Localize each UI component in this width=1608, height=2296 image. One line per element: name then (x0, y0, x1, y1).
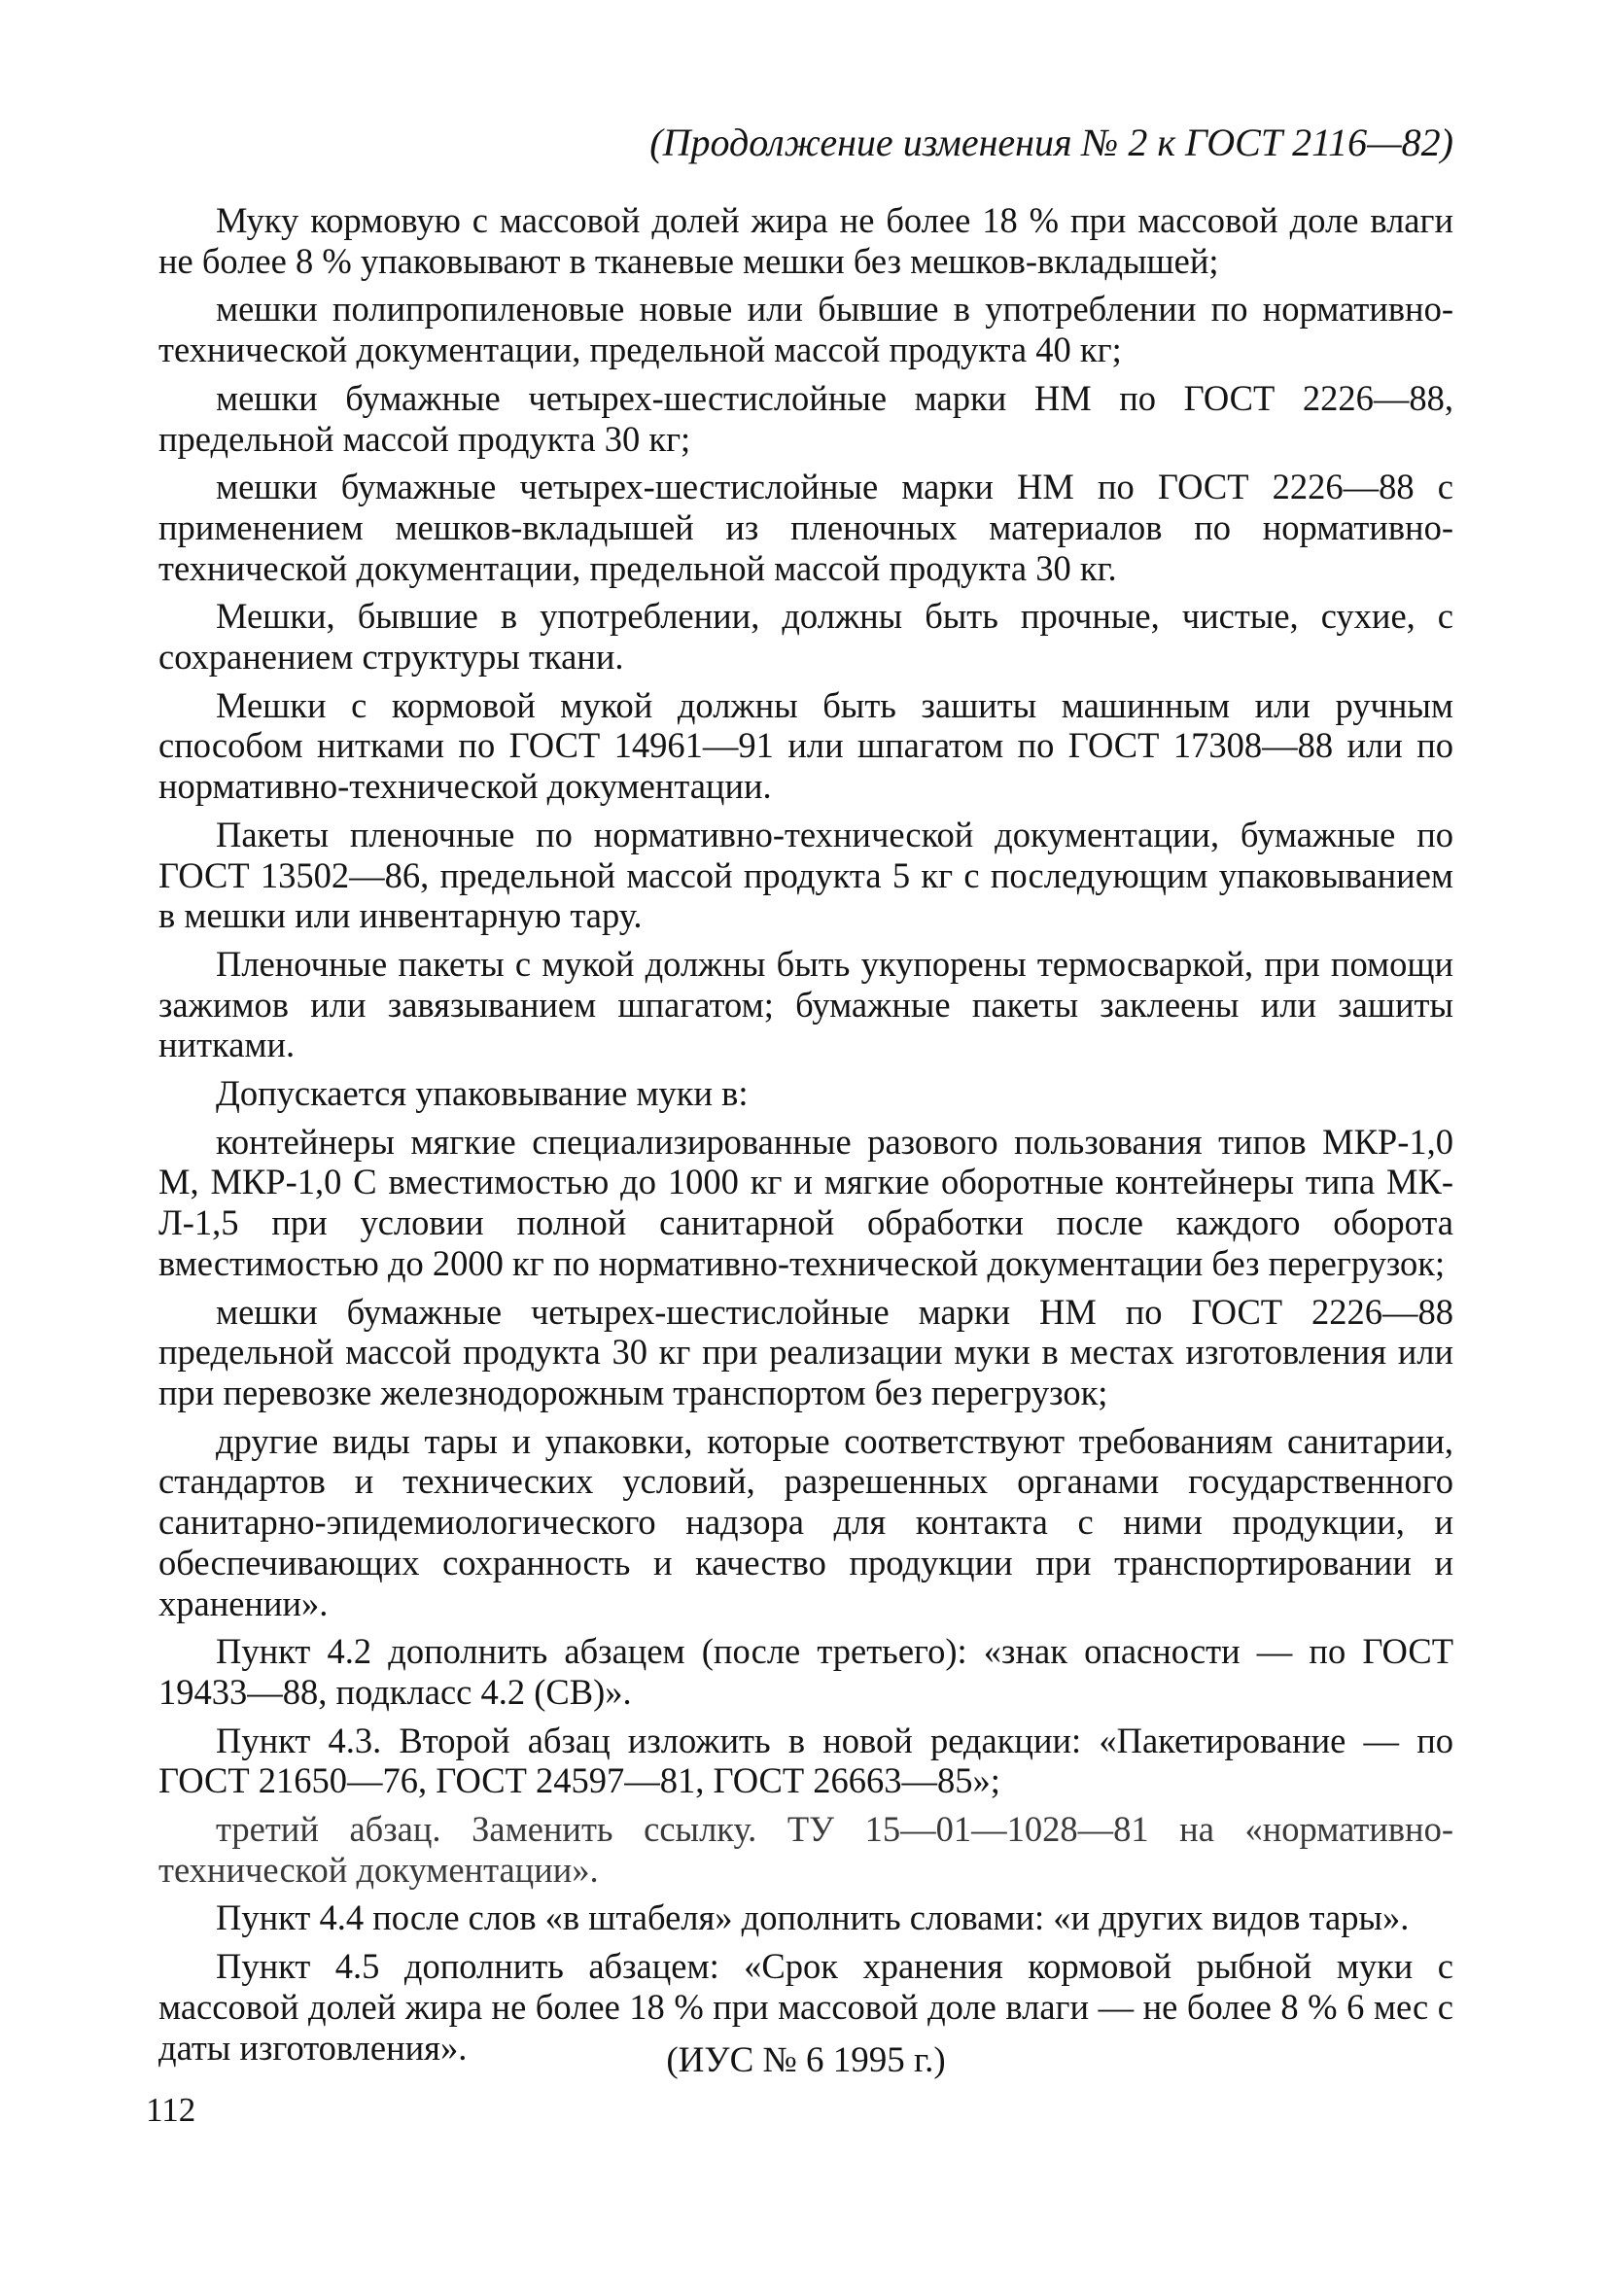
paragraph-10: контейнеры мягкие специализированные разового пользования типов МКР-1,0 М, МКР-1,0 С вместимостью до 1000 кг и мягкие оборотные контейнеры типа МК-Л-1,5 при условии полной санитарной обработки после каждого оборота вместимостью до 2000 кг по нормативно-технической документации без перегрузок; (158, 1121, 1453, 1283)
page-number: 112 (146, 2091, 196, 2129)
paragraph-14: Пункт 4.3. Второй абзац изложить в новой редакции: «Пакетирование — по ГОСТ 21650—76, ГОСТ 24597—81, ГОСТ 26663—85»; (158, 1720, 1453, 1801)
paragraph-12: другие виды тары и упаковки, которые соответствуют требованиям санитарии, стандартов и технических условий, разрешенных органами государственного санитарно-эпидемиологического надзора для контакта с ними продукции, и обеспечивающих сохранность и качество продукции при транспортировании и хранении». (158, 1420, 1453, 1623)
running-header: (Продолжение изменения № 2 к ГОСТ 2116—82) (649, 121, 1453, 164)
paragraph-4: мешки бумажные четырех-шестислойные марки НМ по ГОСТ 2226—88 с применением мешков-вкладышей из пленочных материалов по нормативно-технической документации, предельной массой продукта 30 кг. (158, 467, 1453, 588)
paragraph-9: Допускается упаковывание муки в: (216, 1073, 749, 1114)
paragraph-8: Пленочные пакеты с мукой должны быть укупорены термосваркой, при помощи зажимов или завязыванием шпагатом; бумажные пакеты заклеены или зашиты нитками. (158, 943, 1453, 1065)
paragraph-16: Пункт 4.4 после слов «в штабеля» дополнить словами: «и других видов тары». (216, 1897, 1410, 1938)
paragraph-7: Пакеты пленочные по нормативно-технической документации, бумажные по ГОСТ 13502—86, предельной массой продукта 5 кг с последующим упаковыванием в мешки или инвентарную тару. (158, 814, 1453, 936)
paragraph-13: Пункт 4.2 дополнить абзацем (после третьего): «знак опасности — по ГОСТ 19433—88, подкласс 4.2 (СВ)». (158, 1631, 1453, 1712)
paragraph-2: мешки полипропиленовые новые или бывшие в употреблении по нормативно-технической документации, предельной массой продукта 40 кг; (158, 289, 1453, 370)
paragraph-1: Муку кормовую с массовой долей жира не более 18 % при массовой доле влаги не более 8 % упаковывают в тканевые мешки без мешков-вкладышей; (158, 200, 1453, 281)
paragraph-3: мешки бумажные четырех-шестислойные марки НМ по ГОСТ 2226—88, предельной массой продукта 30 кг; (158, 377, 1453, 459)
paragraph-5: Мешки, бывшие в употреблении, должны быть прочные, чистые, сухие, с сохранением структуры ткани. (158, 596, 1453, 678)
paragraph-15: третий абзац. Заменить ссылку. ТУ 15—01—1028—81 на «нормативно-технической документации». (158, 1809, 1453, 1890)
paragraph-17: Пункт 4.5 дополнить абзацем: «Срок хранения кормовой рыбной муки с массовой долей жира не более 18 % при массовой доле влаги — не более 8 % 6 мес с даты изготовления». (158, 1946, 1453, 2068)
body-text (158, 200, 1453, 2075)
paragraph-11: мешки бумажные четырех-шестислойные марки НМ по ГОСТ 2226—88 предельной массой продукта 30 кг при реализации муки в местах изготовления или при перевозке железнодорожным транспортом без перегрузок; (158, 1291, 1453, 1412)
paragraph-6: Мешки с кормовой мукой должны быть зашиты машинным или ручным способом нитками по ГОСТ 14961—91 или шпагатом по ГОСТ 17308—88 или по нормативно-технической документации. (158, 684, 1453, 807)
issue-note: (ИУС № 6 1995 г.) (666, 2040, 946, 2080)
